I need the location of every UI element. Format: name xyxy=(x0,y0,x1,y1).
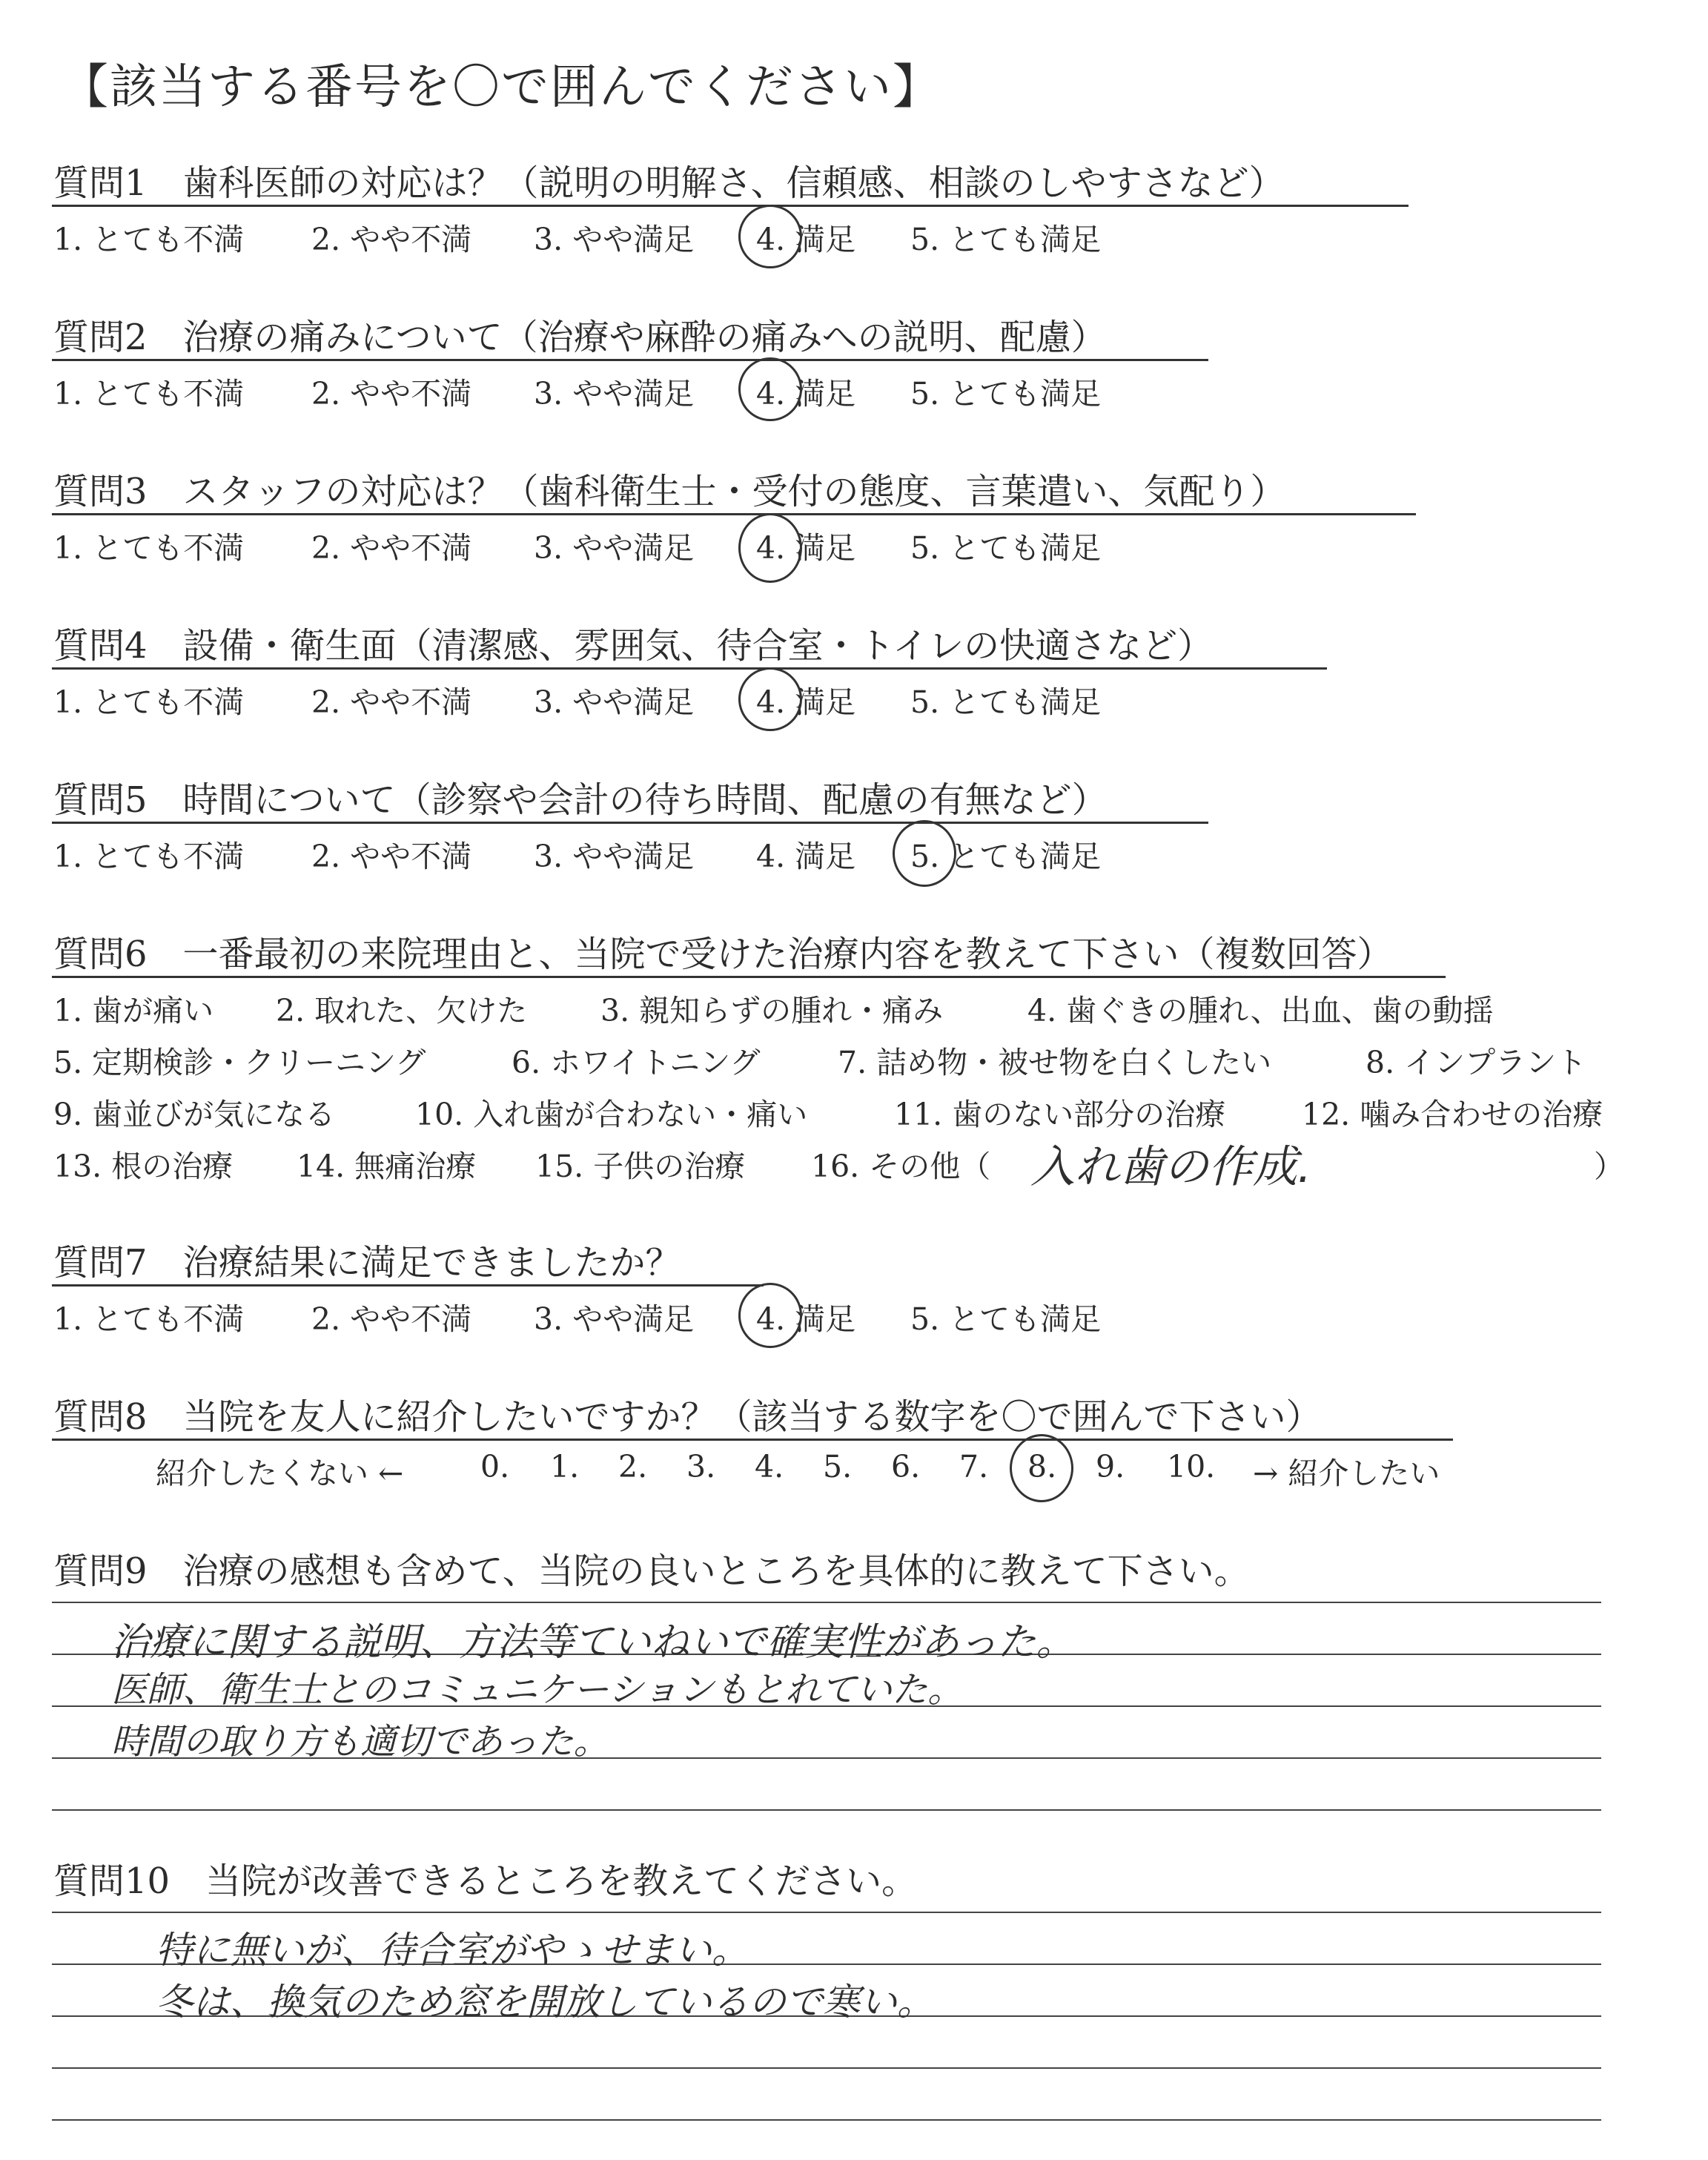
question-7-underline xyxy=(52,1284,764,1287)
option-5[interactable]: 5. とても満足 xyxy=(910,839,1102,874)
q10-answer-line-1[interactable]: 特に無いが、待合室がやゝせまい。 xyxy=(156,1929,749,1972)
question-5-selected-circle xyxy=(893,820,956,887)
q9-answer-rule-1 xyxy=(52,1602,1601,1603)
scale-1[interactable]: 1. xyxy=(550,1449,580,1484)
question-9-title: 質問9 治療の感想も含めて、当院の良いところを具体的に教えて下さい。 xyxy=(53,1550,1250,1592)
option-1[interactable]: 1. とても不満 xyxy=(53,530,245,566)
question-5-title: 質問5 時間について（診察や会計の待ち時間、配慮の有無など） xyxy=(53,779,1108,821)
q6-option-15[interactable]: 15. 子供の治療 xyxy=(535,1149,746,1184)
question-2-selected-circle xyxy=(738,357,802,421)
option-2[interactable]: 2. やや不満 xyxy=(311,376,472,412)
option-2[interactable]: 2. やや不満 xyxy=(311,1301,472,1337)
q6-option-2[interactable]: 2. 取れた、欠けた xyxy=(276,993,528,1028)
q10-answer-line-2[interactable]: 冬は、換気のため窓を開放しているので寒い。 xyxy=(156,1981,934,2024)
option-5[interactable]: 5. とても満足 xyxy=(910,1301,1102,1337)
q9-answer-rule-5 xyxy=(52,1809,1601,1811)
question-4-title: 質問4 設備・衛生面（清潔感、雰囲気、待合室・トイレの快適さなど） xyxy=(53,625,1214,667)
question-6-underline xyxy=(52,976,1446,978)
q6-option-7[interactable]: 7. 詰め物・被せ物を白くしたい xyxy=(838,1045,1272,1080)
q9-answer-line-3[interactable]: 時間の取り方も適切であった。 xyxy=(111,1721,609,1763)
question-3-selected-circle xyxy=(738,513,802,583)
scale-10[interactable]: 10. xyxy=(1167,1449,1216,1484)
option-4[interactable]: 4. 満足 xyxy=(756,376,856,412)
option-2[interactable]: 2. やや不満 xyxy=(311,839,472,874)
question-1-underline xyxy=(52,205,1409,207)
q6-option-9[interactable]: 9. 歯並びが気になる xyxy=(53,1097,336,1132)
question-3-underline xyxy=(52,513,1416,515)
question-5-underline xyxy=(52,822,1208,824)
option-3[interactable]: 3. やや満足 xyxy=(534,222,695,257)
q9-answer-line-1[interactable]: 治療に関する説明、方法等ていねいで確実性があった。 xyxy=(111,1620,1075,1665)
question-4-selected-circle xyxy=(738,667,802,731)
q6-other-answer[interactable]: 入れ歯の作成. xyxy=(1030,1141,1312,1193)
question-7-title: 質問7 治療結果に満足できましたか？ xyxy=(53,1242,681,1284)
question-3-title: 質問3 スタッフの対応は？（歯科衛生士・受付の態度、言葉遣い、気配り） xyxy=(53,471,1286,512)
option-2[interactable]: 2. やや不満 xyxy=(311,530,472,566)
option-5[interactable]: 5. とても満足 xyxy=(910,222,1102,257)
option-3[interactable]: 3. やや満足 xyxy=(534,1301,695,1337)
option-5[interactable]: 5. とても満足 xyxy=(910,684,1102,720)
scale-8[interactable]: 8. xyxy=(1027,1449,1057,1484)
q6-option-3[interactable]: 3. 親知らずの腫れ・痛み xyxy=(600,993,944,1028)
q6-option-14[interactable]: 14. 無痛治療 xyxy=(297,1149,477,1184)
question-10-title: 質問10 当院が改善できるところを教えてください。 xyxy=(53,1860,918,1902)
question-1-selected-circle xyxy=(738,205,802,268)
q6-option-8[interactable]: 8. インプラント xyxy=(1366,1045,1587,1080)
q6-other-close-paren: ） xyxy=(1594,1149,1624,1184)
scale-7[interactable]: 7. xyxy=(959,1449,989,1484)
question-2-title: 質問2 治療の痛みについて（治療や麻酔の痛みへの説明、配慮） xyxy=(53,317,1107,358)
option-3[interactable]: 3. やや満足 xyxy=(534,376,695,412)
q10-answer-rule-5 xyxy=(52,2119,1601,2121)
question-2-underline xyxy=(52,359,1208,361)
option-4[interactable]: 4. 満足 xyxy=(756,222,856,257)
option-4[interactable]: 4. 満足 xyxy=(756,530,856,566)
q6-option-1[interactable]: 1. 歯が痛い xyxy=(53,993,214,1028)
q6-option-5[interactable]: 5. 定期検診・クリーニング xyxy=(53,1045,426,1080)
q6-option-10[interactable]: 10. 入れ歯が合わない・痛い xyxy=(415,1097,808,1132)
option-1[interactable]: 1. とても不満 xyxy=(53,222,245,257)
scale-4[interactable]: 4. xyxy=(755,1449,784,1484)
option-1[interactable]: 1. とても不満 xyxy=(53,376,245,412)
option-1[interactable]: 1. とても不満 xyxy=(53,839,245,874)
scale-0[interactable]: 0. xyxy=(480,1449,510,1484)
q10-answer-rule-1 xyxy=(52,1912,1601,1913)
scale-5[interactable]: 5. xyxy=(823,1449,853,1484)
scale-2[interactable]: 2. xyxy=(618,1449,648,1484)
question-8-selected-circle xyxy=(1010,1434,1073,1502)
q6-option-4[interactable]: 4. 歯ぐきの腫れ、出血、歯の動揺 xyxy=(1027,993,1494,1028)
option-3[interactable]: 3. やや満足 xyxy=(534,684,695,720)
scale-6[interactable]: 6. xyxy=(891,1449,921,1484)
question-7-selected-circle xyxy=(738,1283,802,1348)
option-1[interactable]: 1. とても不満 xyxy=(53,684,245,720)
option-4[interactable]: 4. 満足 xyxy=(756,684,856,720)
q6-option-6[interactable]: 6. ホワイトニング xyxy=(512,1045,761,1080)
q10-answer-rule-4 xyxy=(52,2067,1601,2069)
scale-right-label: → 紹介したい xyxy=(1253,1456,1440,1491)
option-5[interactable]: 5. とても満足 xyxy=(910,530,1102,566)
question-6-title: 質問6 一番最初の来院理由と、当院で受けた治療内容を教えて下さい（複数回答） xyxy=(53,934,1393,975)
q6-option-11[interactable]: 11. 歯のない部分の治療 xyxy=(894,1097,1226,1132)
option-3[interactable]: 3. やや満足 xyxy=(534,530,695,566)
option-1[interactable]: 1. とても不満 xyxy=(53,1301,245,1337)
q6-option-16[interactable]: 16. その他（ xyxy=(811,1149,991,1184)
q6-option-13[interactable]: 13. 根の治療 xyxy=(53,1149,234,1184)
question-1-title: 質問1 歯科医師の対応は？（説明の明解さ、信頼感、相談のしやすさなど） xyxy=(53,162,1285,204)
option-3[interactable]: 3. やや満足 xyxy=(534,839,695,874)
scale-3[interactable]: 3. xyxy=(686,1449,716,1484)
question-8-title: 質問8 当院を友人に紹介したいですか？（該当する数字を〇で囲んで下さい） xyxy=(53,1396,1322,1438)
scale-9[interactable]: 9. xyxy=(1096,1449,1125,1484)
page-heading: 【該当する番号を〇で囲んでください】 xyxy=(61,60,941,115)
option-5[interactable]: 5. とても満足 xyxy=(910,376,1102,412)
option-2[interactable]: 2. やや不満 xyxy=(311,222,472,257)
q6-option-12[interactable]: 12. 噛み合わせの治療 xyxy=(1302,1097,1603,1132)
question-8-underline xyxy=(52,1439,1453,1441)
option-4[interactable]: 4. 満足 xyxy=(756,1301,856,1337)
scale-left-label: 紹介したくない ← xyxy=(156,1456,404,1491)
q9-answer-line-2[interactable]: 医師、衛生士とのコミュニケーションもとれていた。 xyxy=(111,1669,964,1711)
option-4[interactable]: 4. 満足 xyxy=(756,839,856,874)
option-2[interactable]: 2. やや不満 xyxy=(311,684,472,720)
question-4-underline xyxy=(52,667,1327,670)
